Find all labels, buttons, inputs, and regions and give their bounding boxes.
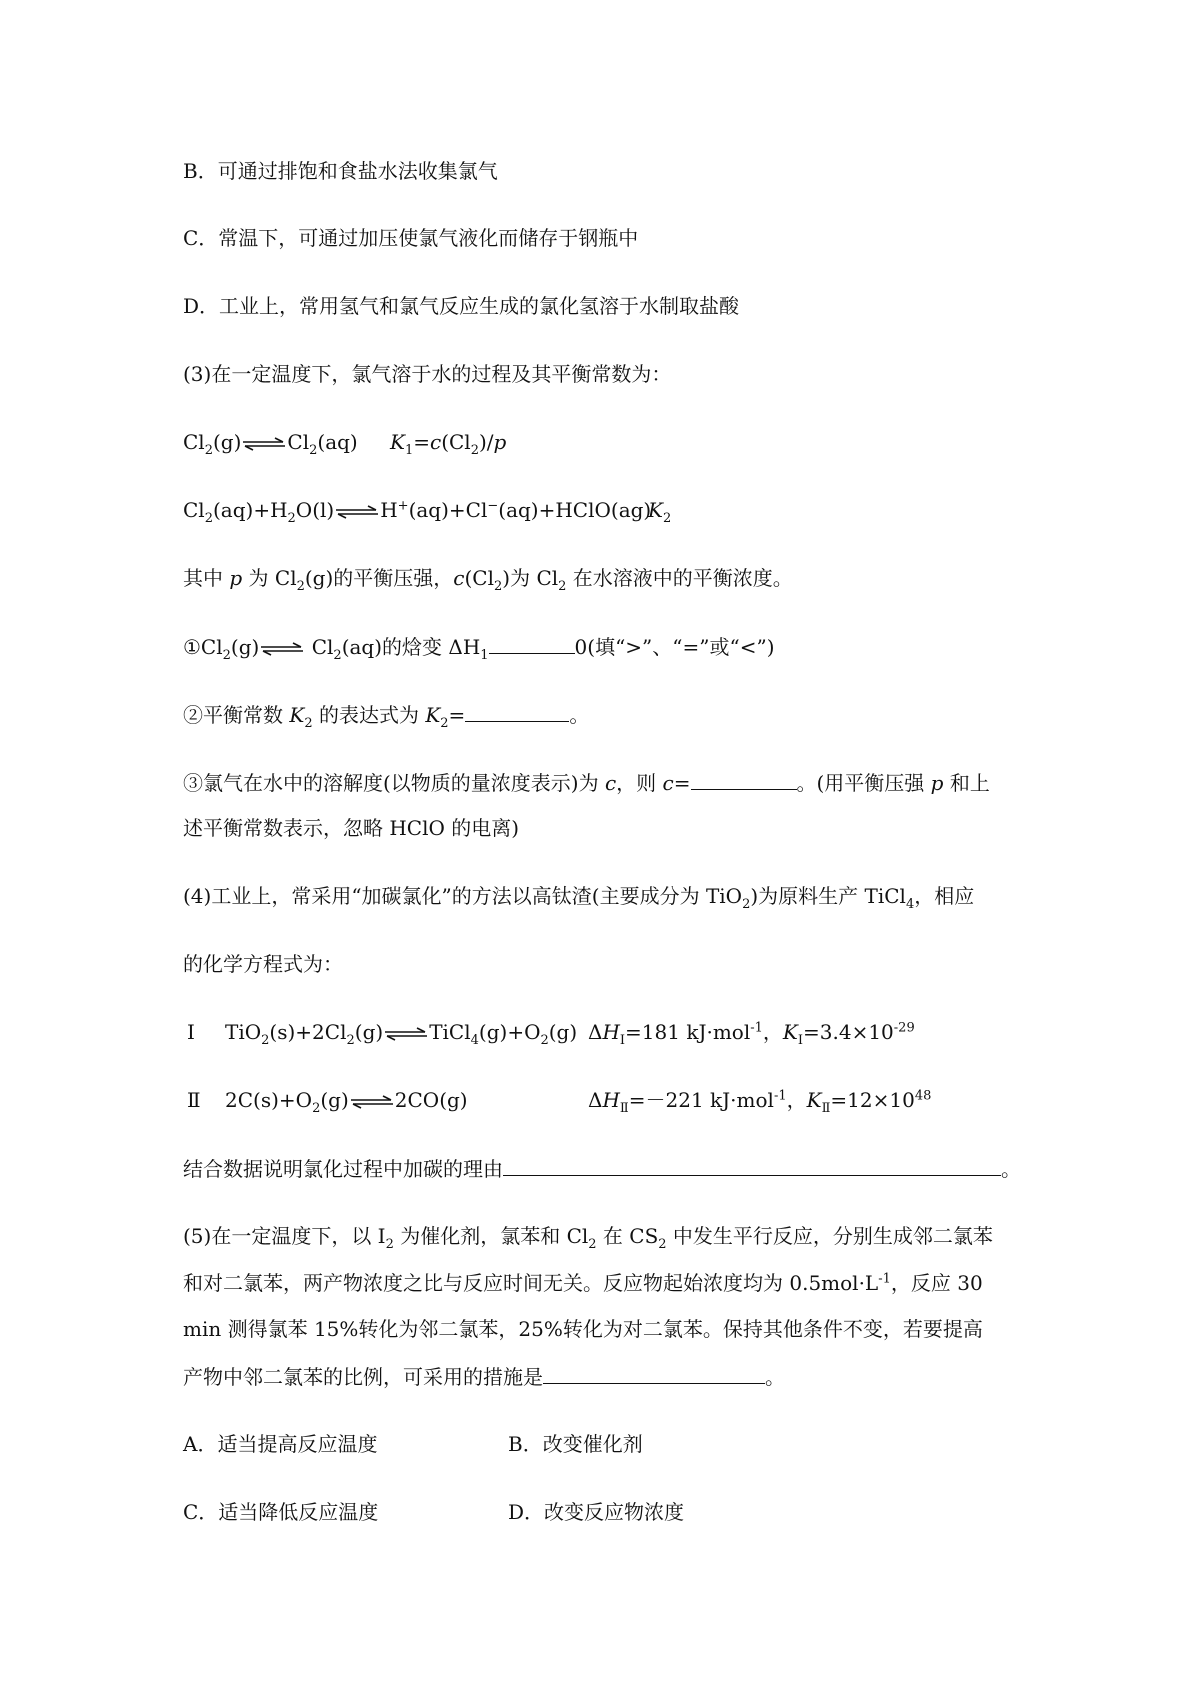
reason-question: 结合数据说明氯化过程中加碳的理由 。	[183, 1153, 1021, 1184]
section-4-intro: (4)工业上，常采用“加碳氯化”的方法以高钛渣(主要成分为 TiO$_2$)为原料生产 TiCl$_4$，相应	[183, 884, 975, 912]
option-c: C．常温下，可通过加压使氯气液化而储存于钢瓶中	[183, 226, 639, 250]
question-3-cont: 述平衡常数表示，忽略 HClO 的电离)	[183, 816, 520, 840]
reaction-1-thermo: $\Delta H_Ⅰ=181$ kJ·mol$^{-1}$，$K_Ⅰ=3.4\times 10^{-29}$	[588, 1020, 915, 1048]
definition-text: 其中 p 为 $Cl_2(g)$的平衡压强，$c(Cl_2)$为 $Cl_2$ 在水溶液中的平衡浓度。	[183, 566, 793, 594]
reaction-1-number: Ⅰ	[187, 1020, 195, 1044]
option-5b: B．改变催化剂	[508, 1432, 643, 1456]
section-5-line-1: (5)在一定温度下，以 $I_2$ 为催化剂，氯苯和 $Cl_2$ 在 $CS_2$ 中发生平行反应，分别生成邻二氯苯	[183, 1224, 993, 1252]
question-1: $①Cl_2(g)$ $Cl_2(aq)$的焓变 $\Delta H_1$ 0(填“>”、“=”或“<”)	[183, 631, 775, 662]
section-5-line-2: 和对二氯苯，两产物浓度之比与反应时间无关。反应物起始浓度均为 $0.5mol\cdot L^{-1}$，反应 30	[183, 1271, 983, 1295]
answer-blank[interactable]	[489, 631, 575, 654]
equation-2: $Cl_2(aq)+H_2O(l)$ H+(aq)+Cl−(aq)+HClO(ag)	[183, 498, 652, 526]
section-5-line-4: 产物中邻二氯苯的比例，可采用的措施是 。	[183, 1361, 785, 1392]
answer-blank[interactable]	[503, 1153, 1001, 1176]
reaction-2: $2C(s)+O_2(g)$ 2CO(g)	[225, 1088, 468, 1116]
question-3: ③氯气在水中的溶解度(以物质的量浓度表示)为 c，则 c= 。(用平衡压强 p 和上	[183, 767, 990, 798]
option-b: B．可通过排饱和食盐水法收集氯气	[183, 159, 498, 183]
reaction-1: $TiO_2(s)+2Cl_2(g)$ $TiCl_4(g)+O_2(g)$	[225, 1020, 578, 1048]
answer-blank[interactable]	[543, 1361, 765, 1384]
option-5a: A．适当提高反应温度	[183, 1432, 378, 1456]
option-5c: C．适当降低反应温度	[183, 1500, 379, 1524]
equilibrium-arrow-icon	[385, 1027, 427, 1041]
section-5-line-3: min 测得氯苯 15%转化为邻二氯苯，25%转化为对二氯苯。保持其他条件不变，若要提高	[183, 1317, 983, 1341]
section-3-intro: (3)在一定温度下，氯气溶于水的过程及其平衡常数为：	[183, 362, 672, 386]
equilibrium-arrow-icon	[336, 505, 378, 519]
option-5d: D．改变反应物浓度	[508, 1500, 685, 1524]
equilibrium-arrow-icon	[243, 437, 285, 451]
section-4-intro-cont: 的化学方程式为：	[183, 952, 343, 976]
equation-2-constant: $K_2$	[648, 498, 672, 526]
equation-1-constant: $K_1=c(Cl_2)/p$	[390, 430, 507, 458]
reaction-2-thermo: $\Delta H_Ⅱ=-221$ kJ·mol$^{-1}$，$K_Ⅱ=12\times 10^{48}$	[588, 1088, 932, 1116]
equilibrium-arrow-icon	[351, 1095, 393, 1109]
question-2: ②平衡常数 $K_2$ 的表达式为 $K_2=$ 。	[183, 699, 589, 730]
answer-blank[interactable]	[465, 699, 569, 722]
answer-blank[interactable]	[691, 767, 797, 790]
option-d: D．工业上，常用氢气和氯气反应生成的氯化氢溶于水制取盐酸	[183, 294, 740, 318]
reaction-2-number: Ⅱ	[187, 1088, 201, 1112]
equilibrium-arrow-icon	[261, 642, 303, 656]
equation-1: $Cl_2(g)$ $Cl_2(aq)$	[183, 430, 358, 458]
